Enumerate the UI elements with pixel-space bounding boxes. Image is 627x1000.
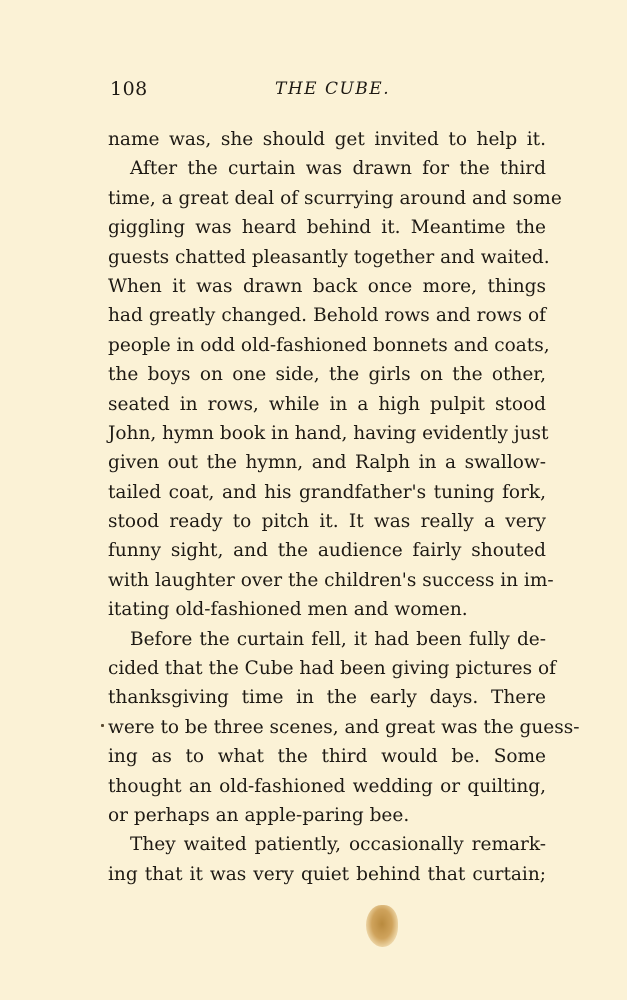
text-line: thanksgiving time in the early days. There [108, 687, 546, 709]
text-line: funny sight, and the audience fairly shouted [108, 540, 546, 562]
text-line: people in odd old-fashioned bonnets and coats, [108, 334, 550, 356]
text-line: seated in rows, while in a high pulpit stood [108, 393, 546, 415]
text-line: tailed coat, and his grandfather's tuning fork, [108, 481, 546, 503]
page-number: 108 [110, 78, 148, 100]
text-line: name was, she should get invited to help it. [108, 129, 546, 150]
text-line: Before the curtain fell, it had been fully de- [130, 628, 546, 650]
text-line: They waited patiently, occasionally remark- [130, 834, 546, 856]
text-line: John, hymn book in hand, having evidently just [108, 422, 549, 444]
body-text [108, 125, 580, 889]
text-line: given out the hymn, and Ralph in a swallow- [108, 452, 546, 474]
page-header [110, 78, 545, 104]
text-line: or perhaps an apple-paring bee. [108, 804, 410, 826]
running-title: THE CUBE. [275, 79, 391, 99]
text-line: guests chatted pleasantly together and waited. [108, 246, 550, 268]
text-line: time, a great deal of scurrying around and some [108, 187, 562, 209]
ink-stain [366, 905, 398, 947]
text-line: the boys on one side, the girls on the other, [108, 364, 546, 386]
text-line: stood ready to pitch it. It was really a very [108, 511, 546, 533]
text-line: itating old-fashioned men and women. [108, 599, 468, 621]
text-line: ing that it was very quiet behind that curtain; [108, 863, 546, 885]
text-line: After the curtain was drawn for the third [130, 158, 546, 180]
margin-mark [101, 724, 104, 727]
text-line: cided that the Cube had been giving pictures of [108, 658, 556, 680]
text-line: had greatly changed. Behold rows and rows of [108, 305, 546, 327]
text-line: ing as to what the third would be. Some [108, 746, 546, 768]
text-line: were to be three scenes, and great was the guess- [108, 716, 580, 738]
text-line: giggling was heard behind it. Meantime the [108, 217, 546, 239]
text-line: When it was drawn back once more, things [108, 275, 546, 297]
text-line: thought an old-fashioned wedding or quilting, [108, 775, 546, 797]
text-line: with laughter over the children's success in im- [108, 569, 554, 591]
